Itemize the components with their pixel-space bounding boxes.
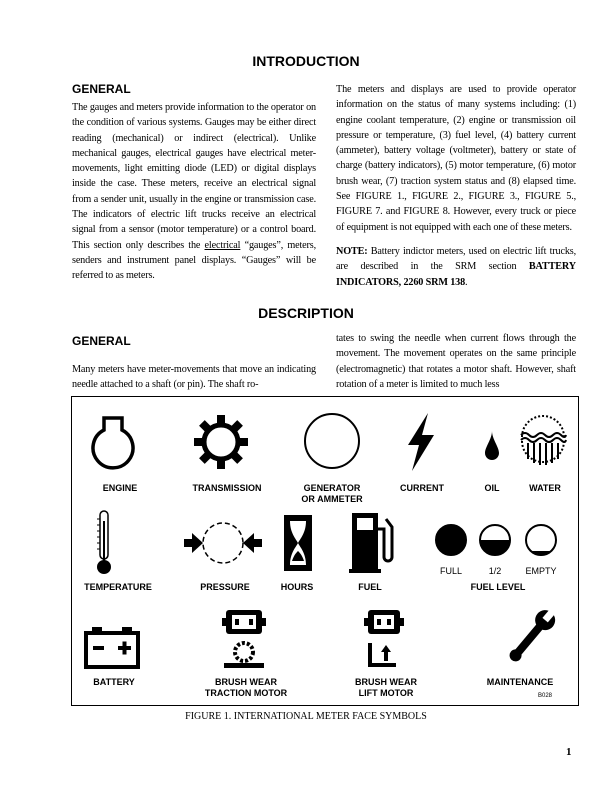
- fuel-empty-icon: [524, 523, 558, 557]
- intro-left-text: The gauges and meters provide information to the operator on the condition of various systems. Gauges may be either direct reading (mechanical) or indirect (electrical). Unlike mechanical gauges, electrical gauges have electrical meter-movements, light emitting diode (LED) or digital displays inside the case. These meters, receive an electrical signal from a sender unit, usually in the engine or transmission case. The indicators of electric lift trucks receive an electrical signal from a sensor (motor temperature) or a control board. This section only describes the: [72, 102, 316, 251]
- label-brush-lift: [334, 677, 438, 699]
- description-right-column: [336, 331, 576, 392]
- intro-general-heading: GENERAL: [72, 82, 131, 96]
- label-brush-traction-line2: TRACTION MOTOR: [204, 688, 288, 698]
- note-end: .: [465, 276, 468, 288]
- label-fuel-level: FUEL LEVEL: [470, 582, 526, 592]
- label-water: WATER: [529, 483, 561, 493]
- label-brush-traction: [190, 677, 302, 699]
- label-battery: BATTERY: [93, 677, 135, 687]
- label-pressure: PRESSURE: [200, 582, 250, 592]
- intro-right-text: The meters and displays are used to provide operator information on the status of many systems including: (1) engine coolant temperature, (2) engine or transmission oil pressure or temperature, (3) fuel level, (4) battery current (ammeter), battery voltage (voltmeter), battery or state of charge (battery indicators), (5) motor temperature, (6) motor brush wear, (7) traction system status and (8) elapsed time. See FIGURE 1., FIGURE 2., FIGURE 3., FIGURE 5., FIGURE 7. and FIGURE 8. However, every truck or piece of equipment is not equipped with each one of these meters.: [336, 84, 576, 233]
- engine-icon: [88, 413, 138, 477]
- brush-wear-traction-icon: [222, 607, 266, 669]
- label-generator-line1: GENERATOR: [303, 483, 361, 493]
- intro-title: INTRODUCTION: [252, 53, 360, 69]
- thermometer-icon: [94, 509, 114, 575]
- hourglass-icon: [282, 513, 314, 573]
- label-current: CURRENT: [400, 483, 444, 493]
- label-transmission: TRANSMISSION: [192, 483, 262, 493]
- description-left-column: [72, 362, 316, 393]
- water-icon: [518, 413, 568, 467]
- note-text: Battery indictor meters, used on electric lift trucks, are described in the SRM section: [336, 245, 576, 273]
- label-temperature: TEMPERATURE: [84, 582, 152, 592]
- note-reference: BATTERY INDICATORS, 2260 SRM 138: [336, 261, 576, 288]
- label-generator-line2: OR AMMETER: [301, 494, 363, 504]
- lightning-bolt-icon: [402, 411, 438, 473]
- symbols-figure: [71, 396, 579, 706]
- intro-right-column: [336, 82, 576, 290]
- label-oil: OIL: [484, 483, 500, 493]
- figure-code: B028: [538, 693, 553, 699]
- brush-wear-lift-icon: [364, 607, 408, 669]
- label-maintenance: MAINTENANCE: [486, 677, 554, 687]
- label-half: 1/2: [488, 566, 502, 576]
- fuel-pump-icon: [348, 509, 396, 575]
- fuel-half-icon: [478, 523, 512, 557]
- figure-caption: FIGURE 1. INTERNATIONAL METER FACE SYMBOLS: [185, 711, 427, 722]
- label-empty: EMPTY: [525, 566, 557, 576]
- label-brush-lift-line1: BRUSH WEAR: [355, 677, 417, 687]
- intro-left-column: [72, 100, 316, 284]
- label-brush-lift-line2: LIFT MOTOR: [358, 688, 414, 698]
- label-brush-traction-line1: BRUSH WEAR: [215, 677, 277, 687]
- intro-note: [336, 244, 576, 290]
- label-engine: ENGINE: [102, 483, 138, 493]
- description-title: DESCRIPTION: [258, 305, 354, 321]
- page-number: 1: [566, 746, 572, 758]
- intro-left-underlined: electrical: [204, 239, 241, 251]
- pressure-icon: [180, 517, 266, 569]
- label-hours: HOURS: [280, 582, 314, 592]
- transmission-icon: [192, 413, 250, 471]
- fuel-full-icon: [434, 523, 468, 557]
- wrench-icon: [504, 603, 558, 671]
- label-fuel: FUEL: [358, 582, 382, 592]
- label-full: FULL: [439, 566, 462, 576]
- battery-icon: [84, 625, 140, 669]
- description-left-text: Many meters have meter-movements that move an indicating needle attached to a shaft (or pin). The shaft ro-: [72, 364, 316, 391]
- label-generator: [290, 483, 374, 505]
- description-right-text: tates to swing the needle when current flows through the movement. The movement operates on the same principle (electromagnetic) that rotates a motor shaft. However, shaft rotation of a meter is limited to much less: [336, 333, 576, 390]
- description-general-heading: GENERAL: [72, 334, 131, 348]
- intro-left-text-end: “gauges”, meters, senders and instrument panel displays. “Gauges” will be referred to as meters.: [72, 239, 316, 282]
- oil-drop-icon: [482, 429, 502, 463]
- generator-icon: [302, 411, 362, 471]
- note-label: NOTE:: [336, 245, 368, 257]
